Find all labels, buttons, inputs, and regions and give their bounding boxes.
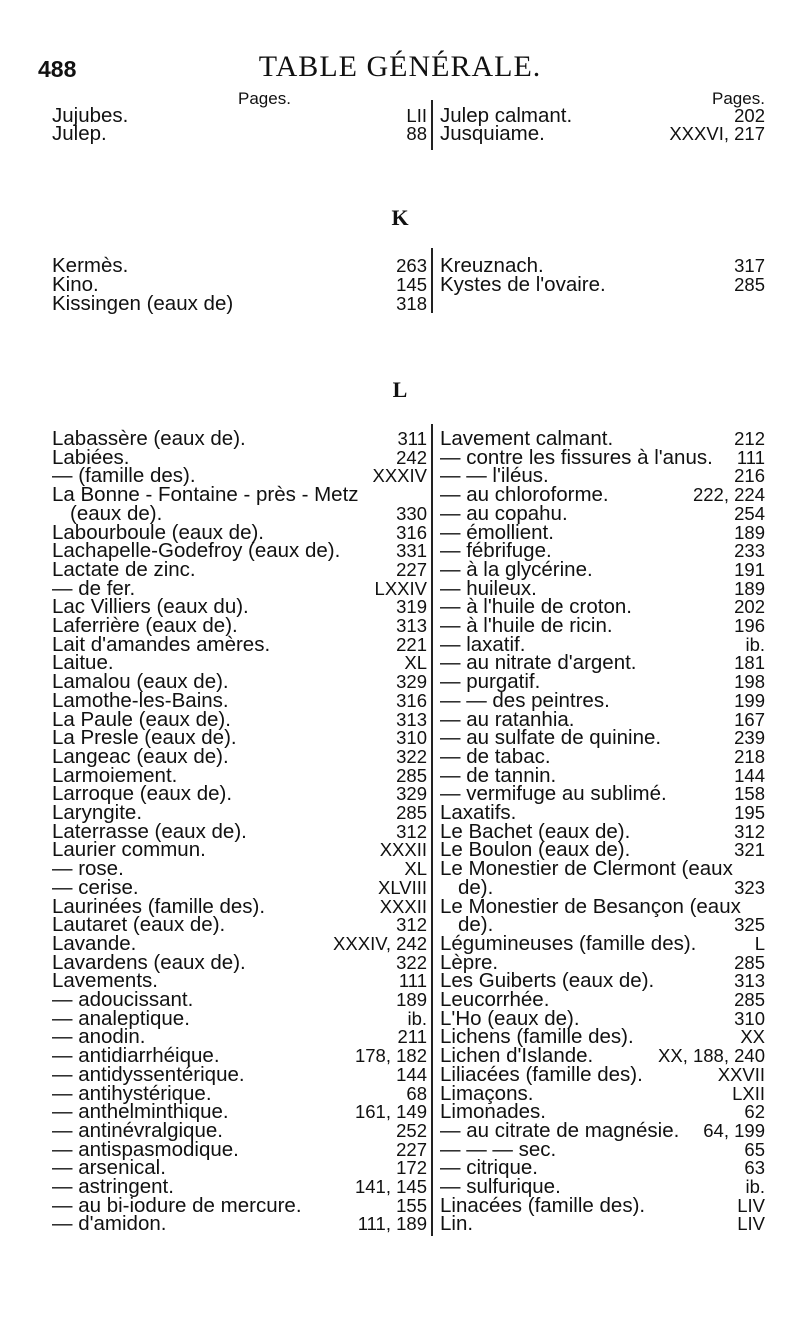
index-entry	[440, 123, 765, 145]
entry-term: — antihystérique.	[52, 1081, 212, 1105]
entry-page: 189	[734, 521, 765, 543]
entry-term: — à l'huile de croton.	[440, 595, 632, 619]
entry-term: Laferrière (eaux de).	[52, 614, 238, 637]
entry-page: 313	[396, 708, 427, 730]
entry-page: 330	[396, 502, 427, 524]
entry-page: 216	[734, 465, 765, 487]
entry-term: Lavardens (eaux de).	[52, 950, 246, 974]
section-letter: K	[391, 205, 409, 230]
entry-page: ib.	[745, 633, 765, 655]
entry-term: Kreuznach.	[440, 254, 544, 277]
pages-label-right: Pages.	[712, 89, 765, 108]
entry-page: 312	[734, 820, 765, 842]
index-entry	[440, 274, 765, 296]
entry-page: 233	[734, 540, 765, 562]
entry-page: 329	[396, 671, 427, 693]
entry-term: Lachapelle-Godefroy (eaux de).	[52, 539, 341, 563]
entry-page: 322	[396, 745, 427, 767]
entry-page: 323	[734, 876, 765, 898]
entry-term: — au bi-iodure de mercure.	[52, 1193, 302, 1217]
entry-term: Kystes de l'ovaire.	[440, 273, 606, 296]
entry-page: 329	[396, 783, 427, 805]
entry-term: — adoucissant.	[52, 988, 194, 1011]
entry-page: LIV	[737, 1213, 765, 1235]
entry-page: 167	[734, 708, 765, 730]
entry-page: 252	[396, 1119, 427, 1141]
entry-term: Lautaret (eaux de).	[52, 913, 226, 937]
column-divider	[431, 100, 433, 150]
entry-page: XXXIV	[372, 465, 427, 487]
entry-page: 155	[396, 1194, 427, 1216]
entry-term: — anodin.	[52, 1025, 146, 1049]
column-divider	[431, 424, 433, 1236]
entry-term: — à l'huile de ricin.	[440, 614, 613, 637]
entry-term: Laterrasse (eaux de).	[52, 819, 247, 843]
entry-page: 64, 199	[703, 1119, 765, 1141]
entry-page: 144	[396, 1063, 427, 1085]
entry-page: XL	[404, 652, 427, 674]
entry-page: 62	[744, 1101, 765, 1123]
index-entry	[52, 123, 427, 145]
entry-term: Laxatifs.	[440, 801, 517, 824]
entry-page: 321	[734, 839, 765, 861]
entry-term: Lavements.	[52, 969, 158, 993]
entry-term: — analeptique.	[52, 1006, 190, 1030]
entry-page: 325	[734, 914, 765, 936]
entry-term: — — des peintres.	[440, 688, 610, 712]
entry-term: Légumineuses (famille des).	[440, 931, 697, 955]
entry-page: 141, 145	[354, 1176, 427, 1197]
entry-page: 263	[396, 255, 427, 276]
entry-page: 111	[398, 970, 427, 992]
entry-term: Leucorrhée.	[440, 988, 550, 1011]
entry-term: Laurier commun.	[52, 838, 206, 862]
entry-term: Lichens (famille des).	[440, 1025, 634, 1049]
entry-page: 285	[396, 802, 427, 823]
entry-term: La Paule (eaux de).	[52, 707, 231, 731]
entry-page: 322	[396, 951, 427, 973]
entry-term: Limaçons.	[440, 1081, 534, 1105]
entry-term: Julep.	[52, 122, 107, 145]
entry-term: Larmoiement.	[52, 763, 178, 787]
entry-page: XX, 188, 240	[658, 1045, 765, 1067]
entry-page: 310	[734, 1007, 765, 1029]
entry-term: — de tabac.	[440, 744, 551, 768]
entry-term: — arsenical.	[52, 1156, 166, 1180]
entry-page: 181	[734, 652, 765, 674]
entry-term: Lin.	[440, 1212, 474, 1236]
entry-page: 202	[734, 596, 765, 618]
entry-term: — émollient.	[440, 520, 554, 544]
entry-term: Le Monestier de Clermont (eaux	[440, 857, 733, 881]
entry-page: 316	[396, 689, 427, 711]
entry-page: XXXII	[379, 895, 427, 917]
entry-term: Labiées.	[52, 445, 130, 469]
entry-page: 189	[396, 989, 427, 1010]
entry-term: Labassère (eaux de).	[52, 427, 246, 450]
entry-term: — au ratanhia.	[440, 707, 575, 731]
entry-term: Limonades.	[440, 1100, 546, 1124]
entry-page: LIV	[737, 1194, 765, 1216]
entry-page: 285	[734, 951, 765, 973]
entry-page: 285	[734, 274, 765, 295]
entry-term: Jujubes.	[52, 104, 129, 127]
entry-page: 191	[734, 558, 765, 580]
entry-page: 312	[396, 820, 427, 842]
entry-term: Lait d'amandes amères.	[52, 632, 271, 656]
entry-term: — antidyssentérique.	[52, 1062, 245, 1086]
entry-term: — citrique.	[440, 1156, 538, 1180]
entry-page: 218	[734, 745, 765, 767]
entry-term: Lamothe-les-Bains.	[52, 688, 229, 712]
entry-page: LXII	[732, 1082, 765, 1104]
entry-term: Lavement calmant.	[440, 427, 614, 450]
entry-term: Linacées (famille des).	[440, 1193, 646, 1217]
entry-page: 239	[734, 727, 765, 749]
entry-term: — — l'iléus.	[440, 464, 549, 488]
entry-page: 111, 189	[357, 1213, 427, 1235]
entry-term: Lactate de zinc.	[52, 557, 196, 581]
entry-term: — antispasmodique.	[52, 1137, 239, 1161]
entry-term: Kino.	[52, 273, 99, 296]
entry-page: XLVIII	[377, 876, 427, 898]
entry-term: — vermifuge au sublimé.	[440, 782, 667, 806]
entry-page: 221	[396, 633, 427, 655]
entry-page: 198	[734, 671, 765, 693]
entry-term: Le Boulon (eaux de).	[440, 838, 631, 862]
entry-page: 317	[734, 255, 765, 276]
entry-term: Lac Villiers (eaux du).	[52, 595, 249, 619]
entry-page: ib.	[745, 1176, 765, 1197]
index-entry	[52, 293, 427, 315]
entry-page: 319	[396, 596, 427, 618]
entry-page: 111	[736, 446, 765, 468]
entry-page: 195	[734, 802, 765, 823]
entry-term: L'Ho (eaux de).	[440, 1006, 580, 1030]
entry-term: — sulfurique.	[440, 1175, 561, 1198]
entry-page: 285	[396, 764, 427, 786]
entry-page: 318	[396, 293, 427, 314]
entry-term: Lèpre.	[440, 950, 499, 974]
entry-term: (eaux de).	[70, 501, 163, 525]
entry-page: 312	[396, 914, 427, 936]
entry-term: La Presle (eaux de).	[52, 726, 237, 750]
entry-term: Laryngite.	[52, 801, 143, 824]
entry-term: Kissingen (eaux de)	[52, 292, 234, 315]
entry-page: L	[754, 932, 765, 954]
entry-page: LII	[406, 105, 427, 126]
entry-page: 158	[734, 783, 765, 805]
entry-term: Larroque (eaux de).	[52, 782, 233, 806]
entry-term: — de fer.	[52, 576, 136, 600]
entry-term: — au sulfate de quinine.	[440, 726, 662, 750]
entry-page: 254	[734, 502, 765, 524]
entry-page: 211	[397, 1026, 427, 1048]
entry-page: 227	[396, 558, 427, 580]
entry-page: XXVII	[717, 1063, 765, 1085]
entry-term: Laurinées (famille des).	[52, 894, 266, 918]
entry-term: — d'amidon.	[52, 1212, 167, 1236]
entry-page: 63	[744, 1157, 765, 1179]
entry-page: 222, 224	[692, 484, 765, 506]
entry-term: — purgatif.	[440, 670, 541, 694]
entry-page: 196	[734, 615, 765, 636]
entry-term: de).	[458, 875, 494, 899]
entry-term: Lavande.	[52, 931, 137, 955]
entry-term: Lamalou (eaux de).	[52, 670, 229, 694]
entry-page: 172	[396, 1157, 427, 1179]
entry-term: — cerise.	[52, 875, 139, 899]
entry-term: — astringent.	[52, 1175, 174, 1198]
entry-page: 68	[406, 1082, 427, 1104]
entry-term: — de tannin.	[440, 763, 557, 787]
entry-page: 313	[396, 615, 427, 636]
column-divider	[431, 248, 433, 313]
entry-page: 88	[406, 123, 427, 144]
entry-term: Kermès.	[52, 254, 129, 277]
entry-term: — au nitrate d'argent.	[440, 651, 637, 675]
entry-page: 212	[734, 428, 765, 449]
index-entry	[440, 1213, 765, 1235]
entry-term: — anthelminthique.	[52, 1100, 229, 1124]
entry-term: Lichen d'Islande.	[440, 1044, 594, 1068]
entry-page: 145	[396, 274, 427, 295]
running-title: TABLE GÉNÉRALE.	[258, 50, 542, 83]
entry-page: 161, 149	[354, 1101, 427, 1123]
entry-page: 331	[396, 540, 427, 562]
entry-term: Julep calmant.	[440, 104, 573, 127]
entry-page: 199	[734, 689, 765, 711]
entry-page: 310	[396, 727, 427, 749]
entry-page: 189	[734, 577, 765, 599]
entry-page: XXXII	[379, 839, 427, 861]
index-entry	[52, 1213, 427, 1235]
entry-term: — au copahu.	[440, 501, 568, 525]
entry-term: Langeac (eaux de).	[52, 744, 229, 768]
entry-page: 313	[734, 970, 765, 992]
entry-term: Le Bachet (eaux de).	[440, 819, 631, 843]
page-number: 488	[38, 56, 77, 82]
entry-page: 144	[734, 764, 765, 786]
entry-page: 242	[396, 446, 427, 468]
entry-term: La Bonne - Fontaine - près - Metz	[52, 483, 359, 507]
entry-term: Liliacées (famille des).	[440, 1062, 643, 1086]
entry-term: Le Monestier de Besançon (eaux	[440, 894, 741, 918]
entry-page: 285	[734, 989, 765, 1010]
entry-page: XL	[404, 858, 427, 880]
entry-term: — rose.	[52, 857, 124, 881]
pages-label-left: Pages.	[238, 89, 291, 108]
entry-page: 202	[734, 105, 765, 126]
entry-term: Labourboule (eaux de).	[52, 520, 264, 544]
entry-page: 316	[396, 521, 427, 543]
entry-term: — au chloroforme.	[440, 483, 609, 507]
section-letter: L	[392, 377, 408, 402]
entry-term: — antidiarrhéique.	[52, 1044, 220, 1068]
entry-page: 178, 182	[354, 1045, 427, 1067]
entry-page: XXXIV, 242	[333, 932, 427, 954]
entry-term: — huileux.	[440, 576, 537, 600]
entry-term: — fébrifuge.	[440, 539, 552, 563]
entry-term: — antinévralgique.	[52, 1118, 223, 1142]
entry-term: — (famille des).	[52, 464, 196, 488]
entry-page: 65	[744, 1138, 765, 1160]
entry-page: XX	[740, 1026, 765, 1048]
entry-page: ib.	[407, 1007, 427, 1029]
entry-page: XXXVI, 217	[669, 123, 765, 144]
entry-page: LXXIV	[374, 577, 427, 599]
entry-term: — à la glycérine.	[440, 557, 593, 581]
entry-page: 311	[397, 428, 427, 449]
entry-term: — laxatif.	[440, 632, 526, 656]
entry-page: 227	[396, 1138, 427, 1160]
entry-term: de).	[458, 913, 494, 937]
entry-term: Les Guiberts (eaux de).	[440, 969, 655, 993]
entry-term: — contre les fissures à l'anus.	[440, 445, 713, 469]
entry-term: Laitue.	[52, 651, 114, 675]
entry-term: — au citrate de magnésie.	[440, 1118, 680, 1142]
entry-term: — — — sec.	[440, 1137, 557, 1161]
entry-term: Jusquiame.	[440, 122, 545, 145]
page-header	[0, 48, 800, 88]
